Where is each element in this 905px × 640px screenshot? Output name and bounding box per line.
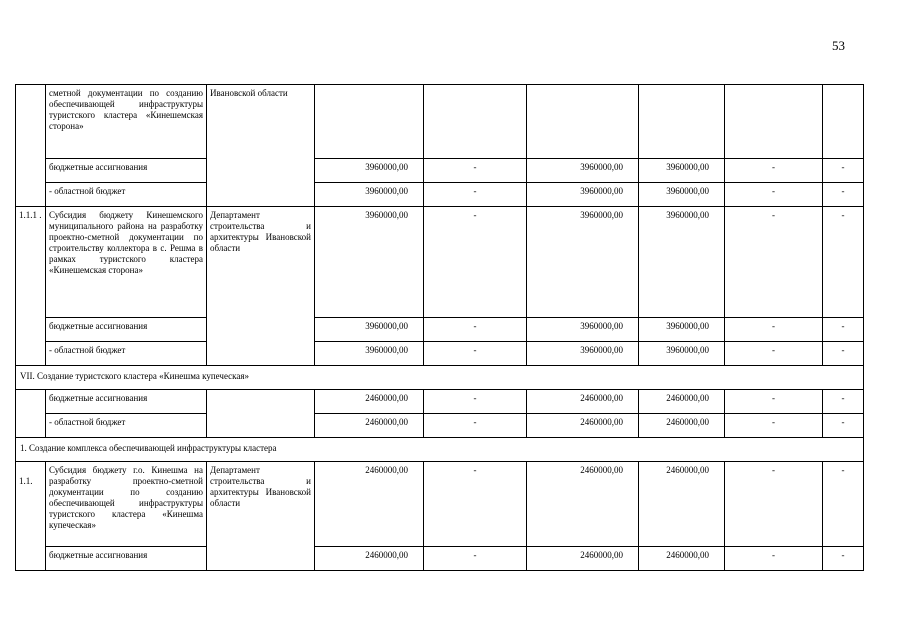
value-cell: 2460000,00 [527, 462, 639, 547]
value-cell: - [424, 414, 527, 438]
value-cell: - [823, 342, 864, 366]
row-label: бюджетные ассигнования [46, 547, 207, 571]
value-cell: - [725, 318, 823, 342]
value-cell: - [424, 342, 527, 366]
value-cell: - [725, 414, 823, 438]
value-cell: - [424, 547, 527, 571]
row-label: бюджетные ассигнования [46, 318, 207, 342]
value-cell: - [725, 207, 823, 318]
table-row [16, 183, 864, 207]
value-cell: 3960000,00 [315, 318, 424, 342]
item-number: 1.1.1 . [16, 207, 46, 366]
value-cell: 2460000,00 [639, 390, 725, 414]
executor-cell: Департамент строительства и архитектуры Ивановской области [207, 462, 315, 571]
value-cell: 3960000,00 [639, 318, 725, 342]
value-cell: - [725, 462, 823, 547]
item-name: сметной документации по созданию обеспечивающей инфраструктуры туристского кластера «Кинешемская сторона» [46, 85, 207, 159]
value-cell: 2460000,00 [639, 462, 725, 547]
value-cell: 3960000,00 [527, 318, 639, 342]
value-cell: - [823, 414, 864, 438]
table-row [16, 207, 864, 318]
row-label: бюджетные ассигнования [46, 390, 207, 414]
value-cell: - [424, 159, 527, 183]
value-cell: - [823, 159, 864, 183]
value-cell: - [823, 390, 864, 414]
value-cell: 2460000,00 [315, 390, 424, 414]
value-cell: - [725, 547, 823, 571]
value-cell: 2460000,00 [315, 414, 424, 438]
value-cell: - [725, 159, 823, 183]
row-label: бюджетные ассигнования [46, 159, 207, 183]
value-cell: - [725, 390, 823, 414]
table-row [16, 366, 864, 390]
item-name: Субсидия бюджету Кинешемского муниципального района на разработку проектно-сметной документации по строительству коллектора в с. Решма в рамках туристского кластера «Кинешемская сторона» [46, 207, 207, 318]
table-row [16, 438, 864, 462]
item-number: 1.1. [16, 462, 46, 571]
table-row [16, 462, 864, 547]
value-cell: - [823, 462, 864, 547]
value-cell: 2460000,00 [527, 390, 639, 414]
table-row [16, 318, 864, 342]
value-cell: 2460000,00 [639, 414, 725, 438]
executor-cell [207, 390, 315, 438]
value-cell: - [424, 207, 527, 318]
value-cell: 2460000,00 [639, 547, 725, 571]
value-cell: 2460000,00 [527, 414, 639, 438]
item-name: Субсидия бюджету г.о. Кинешма на разработку проектно-сметной документации по созданию обеспечивающей инфраструктуры туристского кластера «Кинешма купеческая» [46, 462, 207, 547]
value-cell: 3960000,00 [639, 342, 725, 366]
table-row [16, 414, 864, 438]
section-heading: VII. Создание туристского кластера «Кинешма купеческая» [16, 366, 864, 390]
value-cell: - [823, 183, 864, 207]
page-number: 53 [832, 38, 845, 53]
row-label: - областной бюджет [46, 183, 207, 207]
value-cell: 2460000,00 [527, 547, 639, 571]
value-cell: 3960000,00 [315, 183, 424, 207]
num-cell [16, 390, 46, 438]
value-cell: - [424, 318, 527, 342]
value-cell: 3960000,00 [527, 342, 639, 366]
table-row [16, 159, 864, 183]
row-label: - областной бюджет [46, 342, 207, 366]
value-cell: 3960000,00 [639, 183, 725, 207]
value-cell: - [725, 183, 823, 207]
table-row [16, 547, 864, 571]
table-row [16, 85, 864, 159]
value-cell: - [424, 462, 527, 547]
value-cell: 2460000,00 [315, 547, 424, 571]
value-cell: 3960000,00 [315, 159, 424, 183]
table-row [16, 342, 864, 366]
value-cell: 3960000,00 [315, 207, 424, 318]
num-cell [16, 85, 46, 207]
value-cell: 3960000,00 [527, 183, 639, 207]
value-cell: 3960000,00 [527, 207, 639, 318]
value-cell: - [424, 390, 527, 414]
row-label: - областной бюджет [46, 414, 207, 438]
executor-cell: Ивановской области [207, 85, 315, 207]
value-cell: 3960000,00 [315, 342, 424, 366]
value-cell: 3960000,00 [639, 207, 725, 318]
value-cell: 3960000,00 [639, 159, 725, 183]
value-cell: - [424, 183, 527, 207]
value-cell: 2460000,00 [315, 462, 424, 547]
value-cell: - [823, 318, 864, 342]
value-cell: - [823, 547, 864, 571]
value-cell: - [725, 342, 823, 366]
executor-cell: Департамент строительства и архитектуры Ивановской области [207, 207, 315, 366]
table-row [16, 390, 864, 414]
value-cell: - [823, 207, 864, 318]
value-cell: 3960000,00 [527, 159, 639, 183]
budget-table [15, 84, 864, 571]
section-heading: 1. Создание комплекса обеспечивающей инфраструктуры кластера [16, 438, 864, 462]
